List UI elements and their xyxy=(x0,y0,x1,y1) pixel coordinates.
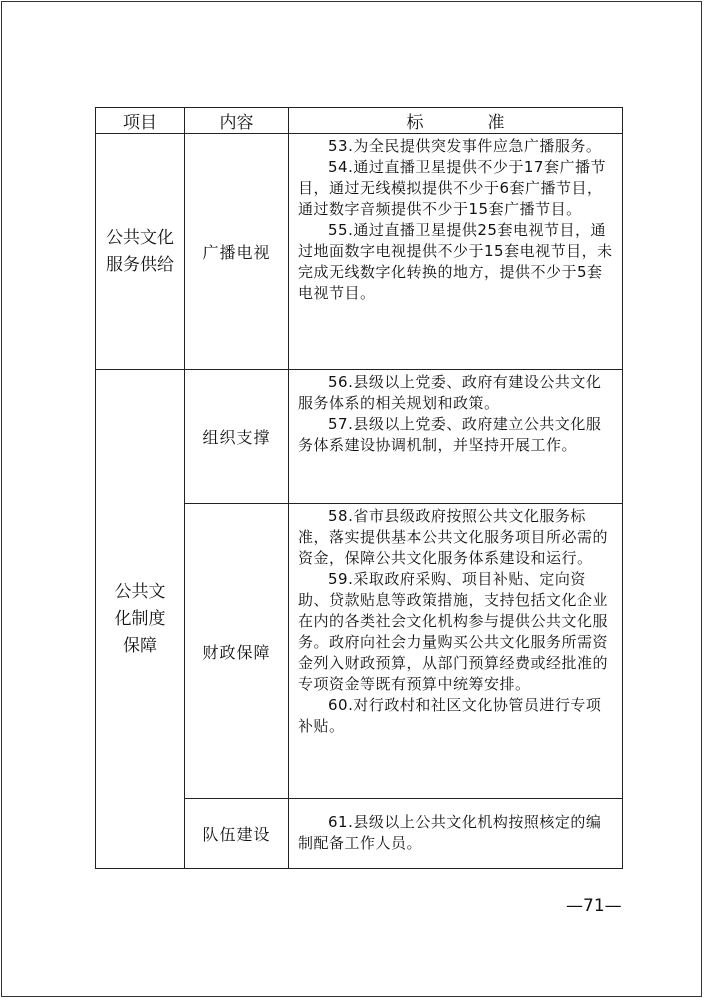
standard-cell xyxy=(289,799,623,869)
header-standard xyxy=(289,108,623,134)
standard-cell xyxy=(289,370,623,504)
standard-paragraph: 57.县级以上党委、政府建立公共文化服务体系建设协调机制，并坚持开展工作。 xyxy=(298,415,602,454)
content-cell-finance: 财政保障 xyxy=(185,504,289,799)
header-item: 项目 xyxy=(96,108,185,134)
table-row xyxy=(96,134,623,370)
header-standard-char-2: 准 xyxy=(487,113,505,133)
item-line: 公共文化 xyxy=(106,227,174,248)
table-row xyxy=(96,370,623,504)
item-line: 保障 xyxy=(123,635,157,656)
standards-table xyxy=(95,107,623,869)
standard-paragraph: 56.县级以上党委、政府有建设公共文化服务体系的相关规划和政策。 xyxy=(298,373,602,412)
header-content: 内容 xyxy=(185,108,289,134)
header-row xyxy=(96,108,623,134)
item-cell-service-supply xyxy=(96,134,185,370)
content-cell-broadcast: 广播电视 xyxy=(185,134,289,370)
content-cell-organization: 组织支撑 xyxy=(185,370,289,504)
item-line: 服务供给 xyxy=(106,254,174,275)
item-cell-institutional-guarantee xyxy=(96,370,185,869)
standard-paragraph: 55.通过直播卫星提供25套电视节目，通过地面数字电视提供不少于15套电视节目，未完成无线数字化转换的地方，提供不少于5套电视节目。 xyxy=(298,221,613,302)
standard-paragraph: 54.通过直播卫星提供不少于17套广播节目，通过无线模拟提供不少于6套广播节目，通过数字音频提供不少于15套广播节目。 xyxy=(298,158,606,218)
standard-cell xyxy=(289,504,623,799)
page-number: —71— xyxy=(566,896,622,916)
header-standard-char-1: 标 xyxy=(406,113,424,133)
standard-paragraph: 53.为全民提供突发事件应急广播服务。 xyxy=(328,137,602,155)
standard-paragraph: 58.省市县级政府按照公共文化服务标准，落实提供基本公共文化服务项目所必需的资金，保障公共文化服务体系建设和运行。 xyxy=(298,507,609,567)
item-line: 公共文 xyxy=(114,581,166,602)
standard-paragraph: 59.采取政府采购、项目补贴、定向资助、贷款贴息等政策措施，支持包括文化企业在内的各类社会文化机构参与提供公共文化服务。政府向社会力量购买公共文化服务所需资金列入财政预算，从部门预算经费或经批准的专项资金等既有预算中统筹安排。 xyxy=(298,570,609,693)
content-cell-staffing: 队伍建设 xyxy=(185,799,289,869)
standard-paragraph: 60.对行政村和社区文化协管员进行专项补贴。 xyxy=(298,696,602,735)
standard-paragraph: 61.县级以上公共文化机构按照核定的编制配备工作人员。 xyxy=(298,812,602,852)
standard-cell xyxy=(289,134,623,370)
item-line: 化制度 xyxy=(114,608,166,629)
